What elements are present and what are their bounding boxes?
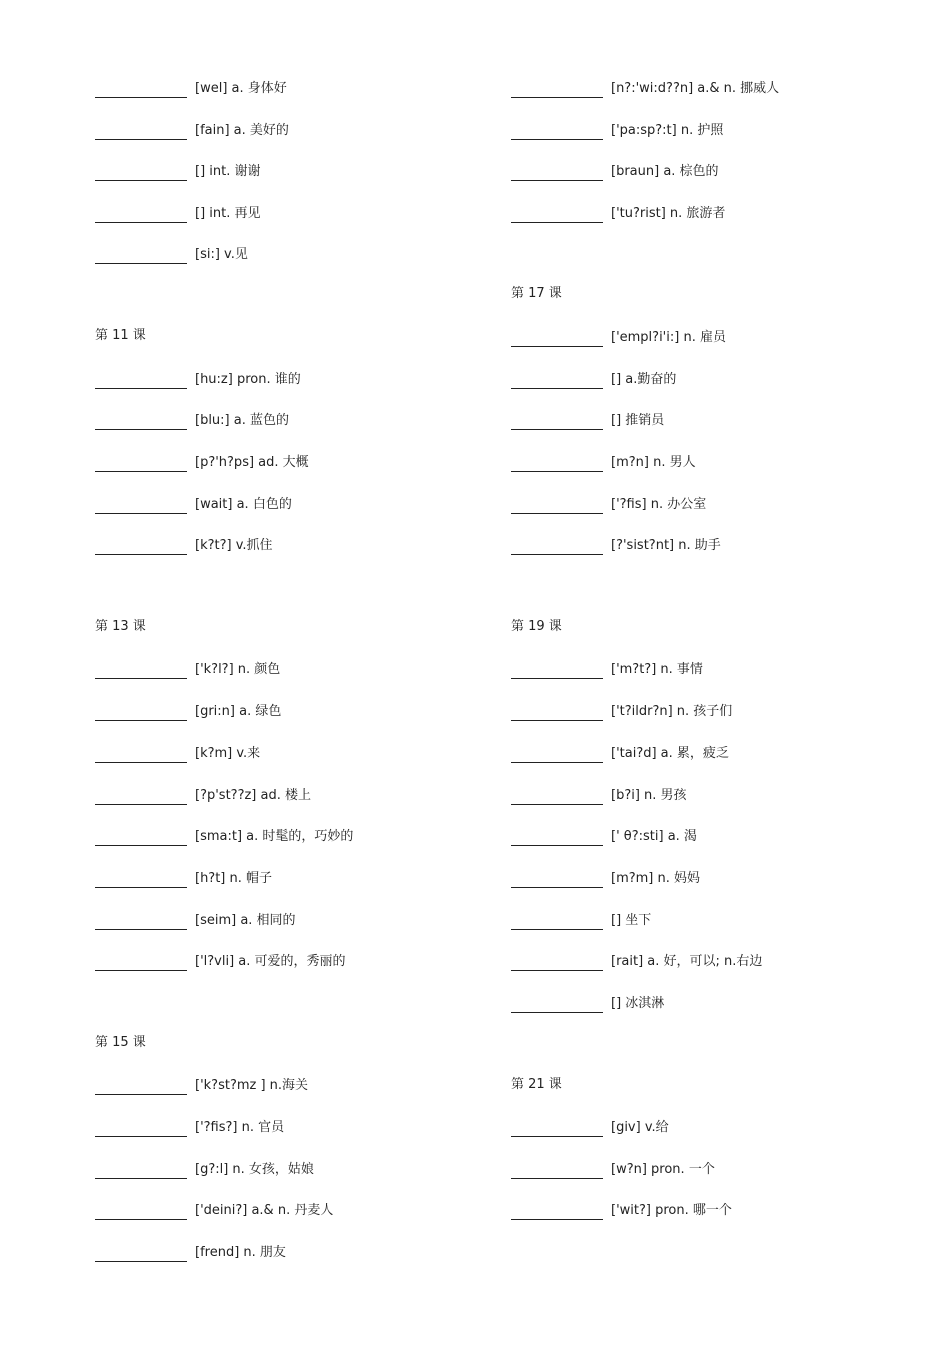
answer-blank[interactable] [511, 917, 603, 930]
answer-blank[interactable] [95, 85, 187, 98]
vocab-entry: ['m?t?] n. 事情 [611, 662, 703, 677]
lesson-heading: 第 11 课 [95, 328, 146, 343]
vocab-entry: [k?m] v.来 [195, 746, 261, 761]
answer-blank[interactable] [511, 958, 603, 971]
answer-blank[interactable] [95, 210, 187, 223]
answer-blank[interactable] [511, 1000, 603, 1013]
answer-blank[interactable] [95, 501, 187, 514]
answer-blank[interactable] [95, 168, 187, 181]
answer-blank[interactable] [95, 417, 187, 430]
answer-blank[interactable] [511, 376, 603, 389]
answer-blank[interactable] [511, 750, 603, 763]
vocab-entry: [wait] a. 白色的 [195, 497, 292, 512]
answer-blank[interactable] [95, 833, 187, 846]
lesson-heading: 第 21 课 [511, 1077, 562, 1092]
vocab-entry: [h?t] n. 帽子 [195, 871, 273, 886]
vocab-entry: ['?fis?] n. 官员 [195, 1120, 285, 1135]
answer-blank[interactable] [511, 459, 603, 472]
answer-blank[interactable] [95, 875, 187, 888]
vocab-entry: [braun] a. 棕色的 [611, 164, 719, 179]
answer-blank[interactable] [95, 1207, 187, 1220]
answer-blank[interactable] [511, 85, 603, 98]
answer-blank[interactable] [511, 210, 603, 223]
answer-blank[interactable] [95, 792, 187, 805]
answer-blank[interactable] [511, 875, 603, 888]
answer-blank[interactable] [511, 542, 603, 555]
answer-blank[interactable] [511, 1124, 603, 1137]
vocab-entry: ['tu?rist] n. 旅游者 [611, 206, 726, 221]
answer-blank[interactable] [95, 708, 187, 721]
answer-blank[interactable] [95, 958, 187, 971]
vocab-entry: ['l?vli] a. 可爱的，秀丽的 [195, 954, 346, 969]
vocab-entry: ['t?ildr?n] n. 孩子们 [611, 704, 733, 719]
answer-blank[interactable] [511, 168, 603, 181]
answer-blank[interactable] [95, 251, 187, 264]
lesson-heading: 第 13 课 [95, 619, 146, 634]
answer-blank[interactable] [511, 334, 603, 347]
vocab-entry: [m?m] n. 妈妈 [611, 871, 701, 886]
vocab-entry: [frend] n. 朋友 [195, 1245, 286, 1260]
vocab-entry: [wel] a. 身体好 [195, 81, 287, 96]
vocab-entry: ['empl?i'i:] n. 雇员 [611, 330, 726, 345]
answer-blank[interactable] [95, 1166, 187, 1179]
lesson-heading: 第 15 课 [95, 1035, 146, 1050]
answer-blank[interactable] [511, 127, 603, 140]
vocab-entry: [] 冰淇淋 [611, 996, 665, 1011]
vocab-entry: [w?n] pron. 一个 [611, 1162, 715, 1177]
answer-blank[interactable] [95, 542, 187, 555]
answer-blank[interactable] [95, 376, 187, 389]
answer-blank[interactable] [95, 1082, 187, 1095]
vocab-entry: [gri:n] a. 绿色 [195, 704, 282, 719]
answer-blank[interactable] [95, 459, 187, 472]
answer-blank[interactable] [511, 666, 603, 679]
vocab-entry: [] a.勤奋的 [611, 372, 677, 387]
vocab-entry: [fain] a. 美好的 [195, 123, 289, 138]
answer-blank[interactable] [511, 833, 603, 846]
answer-blank[interactable] [511, 792, 603, 805]
vocab-entry: ['deini?] a.& n. 丹麦人 [195, 1203, 334, 1218]
vocab-entry: ['tai?d] a. 累，疲乏 [611, 746, 729, 761]
vocab-entry: [p?'h?ps] ad. 大概 [195, 455, 309, 470]
vocab-entry: ['k?st?mz ] n.海关 [195, 1078, 309, 1093]
vocab-entry: [n?:'wi:d??n] a.& n. 挪威人 [611, 81, 780, 96]
vocab-entry: ['wit?] pron. 哪一个 [611, 1203, 732, 1218]
answer-blank[interactable] [95, 127, 187, 140]
vocab-entry: [] int. 谢谢 [195, 164, 261, 179]
vocab-entry: [?p'st??z] ad. 楼上 [195, 788, 311, 803]
answer-blank[interactable] [511, 1207, 603, 1220]
answer-blank[interactable] [511, 501, 603, 514]
vocab-entry: ['pa:sp?:t] n. 护照 [611, 123, 724, 138]
vocab-entry: [sma:t] a. 时髦的，巧妙的 [195, 829, 354, 844]
vocab-entry: [?'sist?nt] n. 助手 [611, 538, 721, 553]
vocab-entry: [g?:l] n. 女孩，姑娘 [195, 1162, 314, 1177]
answer-blank[interactable] [95, 666, 187, 679]
vocab-entry: [hu:z] pron. 谁的 [195, 372, 301, 387]
vocab-entry: [k?t?] v.抓住 [195, 538, 273, 553]
answer-blank[interactable] [511, 708, 603, 721]
lesson-heading: 第 19 课 [511, 619, 562, 634]
vocab-entry: ['k?l?] n. 颜色 [195, 662, 281, 677]
vocab-entry: ['?fis] n. 办公室 [611, 497, 707, 512]
vocab-entry: [rait] a. 好，可以; n.右边 [611, 954, 763, 969]
vocab-entry: [b?i] n. 男孩 [611, 788, 687, 803]
lesson-heading: 第 17 课 [511, 286, 562, 301]
vocab-entry: [blu:] a. 蓝色的 [195, 413, 289, 428]
vocab-entry: [] 坐下 [611, 913, 652, 928]
answer-blank[interactable] [95, 917, 187, 930]
vocab-entry: [si:] v.见 [195, 247, 248, 262]
vocab-entry: [giv] v.给 [611, 1120, 669, 1135]
answer-blank[interactable] [95, 1124, 187, 1137]
vocab-entry: [] int. 再见 [195, 206, 261, 221]
vocab-entry: [' θ?:sti] a. 渴 [611, 829, 697, 844]
vocab-entry: [m?n] n. 男人 [611, 455, 696, 470]
answer-blank[interactable] [511, 417, 603, 430]
answer-blank[interactable] [95, 750, 187, 763]
vocab-entry: [] 推销员 [611, 413, 665, 428]
vocab-entry: [seim] a. 相同的 [195, 913, 296, 928]
answer-blank[interactable] [95, 1249, 187, 1262]
answer-blank[interactable] [511, 1166, 603, 1179]
